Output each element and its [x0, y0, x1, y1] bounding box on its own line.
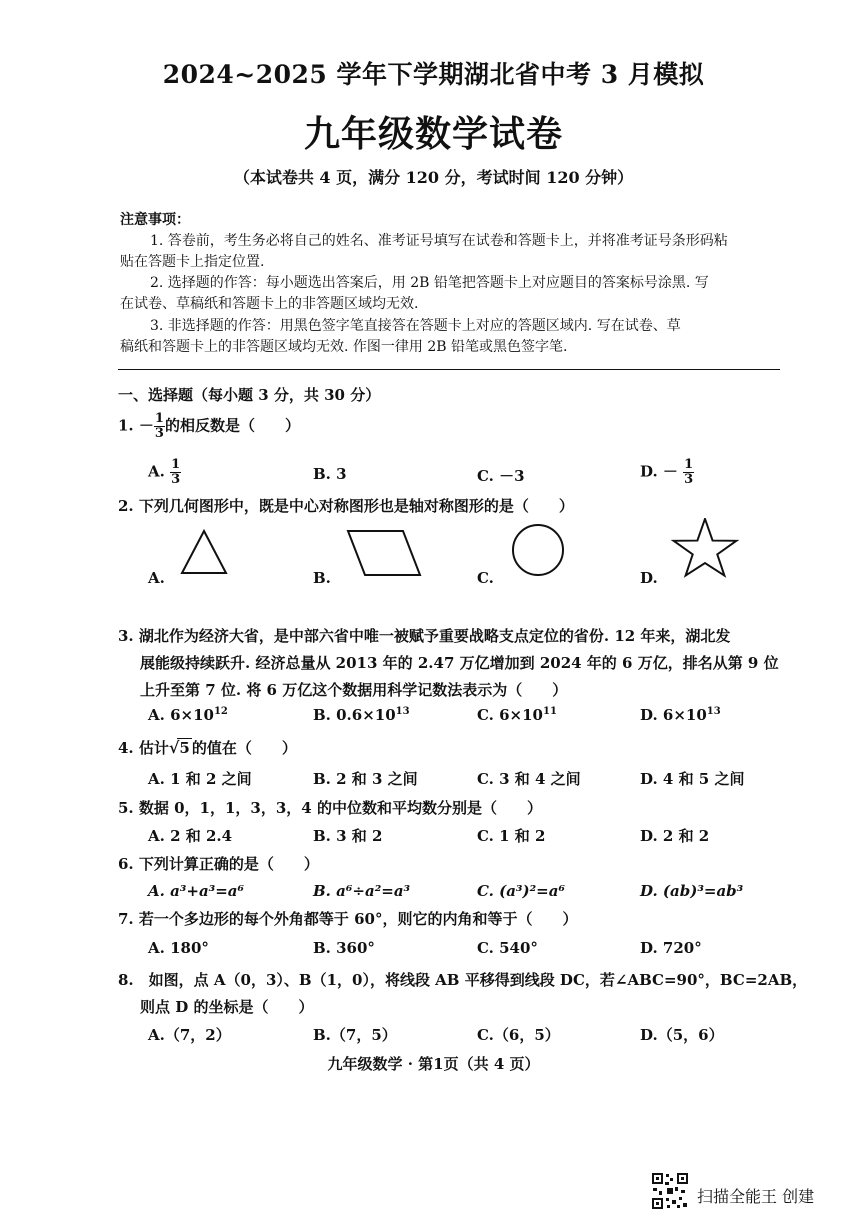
option-d: D.: [640, 569, 658, 587]
option-c: [477, 706, 557, 724]
option-d: D.（5，6）: [640, 1026, 724, 1044]
option-d: [640, 458, 694, 487]
option-d: D. 4 和 5 之间: [640, 770, 745, 788]
option-b: B.（7，5）: [313, 1026, 397, 1044]
option-label: A. 6×10: [148, 706, 214, 724]
fraction-denominator: 3: [171, 472, 181, 487]
question-8-line: 8. 如图，点 A（0，3）、B（1，0），将线段 AB 平移得到线段 DC，若∠ABC=90°，BC=2AB，: [118, 971, 808, 989]
option-c: C. －3: [477, 467, 525, 485]
note-line: 稿纸和答题卡上的非答题区域均无效. 作图一律用 2B 铅笔或黑色签字笔.: [120, 339, 568, 355]
question-stem: 4. 估计: [118, 739, 169, 757]
fraction: [683, 458, 694, 487]
triangle-figure: [178, 528, 230, 576]
note-line: 1. 答卷前，考生务必将自己的姓名、准考证号填写在试卷和答题卡上，并将准考证号条形码粘: [150, 233, 728, 249]
minus-sign: －: [138, 416, 154, 435]
option-c: C.: [477, 569, 494, 587]
option-d: D. 720°: [640, 939, 702, 957]
fraction-denominator: 3: [684, 472, 694, 487]
option-d: D. 2 和 2: [640, 827, 710, 845]
fraction-numerator: 1: [171, 457, 181, 472]
question-number: 1.: [118, 416, 134, 435]
star-figure: [670, 518, 740, 580]
fraction-numerator: 1: [154, 411, 164, 426]
option-b: [313, 706, 410, 724]
exponent: 13: [706, 706, 721, 717]
option-c: C.（6，5）: [477, 1026, 560, 1044]
option-d: [640, 706, 721, 724]
option-label: A.: [148, 462, 165, 481]
option-c: C. 540°: [477, 939, 538, 957]
option-a: A.: [148, 569, 165, 587]
note-line: 在试卷、草稿纸和答题卡上的非答题区域均无效.: [120, 296, 419, 312]
option-a: A. 2 和 2.4: [148, 827, 233, 845]
qr-code-icon: [651, 1172, 689, 1210]
option-b: B.: [313, 569, 331, 587]
option-b: B. 3 和 2: [313, 827, 383, 845]
exponent: 12: [213, 706, 228, 717]
exam-subtitle: 九年级数学试卷: [303, 113, 563, 155]
option-a: A. a³+a³=a⁶: [148, 882, 245, 900]
exponent: 13: [395, 706, 410, 717]
option-c: C. 1 和 2: [477, 827, 546, 845]
question-stem: 的相反数是（ ）: [164, 416, 300, 435]
option-c: C. 3 和 4 之间: [477, 770, 581, 788]
exponent: 11: [543, 706, 557, 717]
option-d: D. (ab)³=ab³: [640, 882, 744, 900]
radical-sign: √: [168, 738, 180, 757]
fraction: [170, 458, 181, 487]
note-line: 2. 选择题的作答：每小题选出答案后，用 2B 铅笔把答题卡上对应题目的答案标号涂黑. 写: [150, 275, 709, 291]
question-2: 2. 下列几何图形中，既是中心对称图形也是轴对称图形的是（ ）: [118, 497, 574, 515]
fraction-denominator: 3: [154, 426, 164, 441]
option-b: B. 2 和 3 之间: [313, 770, 418, 788]
parallelogram-figure: [345, 528, 423, 578]
note-line: 贴在答题卡上指定位置.: [120, 254, 265, 270]
option-b: B. 360°: [313, 939, 375, 957]
notes-heading: 注意事项：: [120, 212, 190, 228]
fraction-numerator: 1: [684, 457, 694, 472]
divider-line: [118, 369, 780, 370]
question-3-line: 3. 湖北作为经济大省，是中部六省中唯一被赋予重要战略支点定位的省份. 12 年来，湖北发: [118, 627, 731, 645]
option-c: C. (a³)²=a⁶: [477, 882, 566, 900]
fraction: [154, 412, 165, 441]
option-label: B. 0.6×10: [313, 706, 396, 724]
circle-figure: [510, 522, 566, 578]
exam-info: （本试卷共 4 页，满分 120 分，考试时间 120 分钟）: [233, 168, 634, 187]
scanner-watermark: 扫描全能王 创建: [697, 1187, 815, 1206]
question-4: [118, 737, 297, 758]
question-5: 5. 数据 0，1，1，3，3，4 的中位数和平均数分别是（ ）: [118, 799, 542, 817]
note-line: 3. 非选择题的作答：用黑色签字笔直接答在答题卡上对应的答题区域内. 写在试卷、草: [150, 318, 681, 334]
option-a: A. 180°: [148, 939, 209, 957]
option-a: A. 1 和 2 之间: [148, 770, 252, 788]
option-b: B. a⁶÷a²=a³: [313, 882, 411, 900]
radicand: 5: [179, 739, 190, 757]
option-a: A.（7，2）: [148, 1026, 231, 1044]
question-3-line: 展能级持续跃升. 经济总量从 2013 年的 2.47 万亿增加到 2024 年的 6 万亿，排名从第 9 位: [140, 654, 779, 672]
question-8-line: 则点 D 的坐标是（ ）: [140, 998, 314, 1016]
question-1: [118, 412, 300, 441]
page-footer: 九年级数学 · 第1页（共 4 页）: [327, 1055, 540, 1073]
option-b: B. 3: [313, 465, 347, 483]
section-heading: 一、选择题（每小题 3 分，共 30 分）: [118, 386, 381, 404]
question-stem: 的值在（ ）: [191, 739, 297, 757]
option-label: D. 6×10: [640, 706, 707, 724]
question-6: 6. 下列计算正确的是（ ）: [118, 855, 319, 873]
option-a: [148, 706, 228, 724]
exam-title: 2024~2025 学年下学期湖北省中考 3 月模拟: [162, 60, 705, 89]
question-3-line: 上升至第 7 位. 将 6 万亿这个数据用科学记数法表示为（ ）: [140, 681, 568, 699]
option-label: D. －: [640, 462, 678, 481]
question-7: 7. 若一个多边形的每个外角都等于 60°，则它的内角和等于（ ）: [118, 910, 578, 928]
option-label: C. 6×10: [477, 706, 543, 724]
option-a: [148, 458, 181, 487]
